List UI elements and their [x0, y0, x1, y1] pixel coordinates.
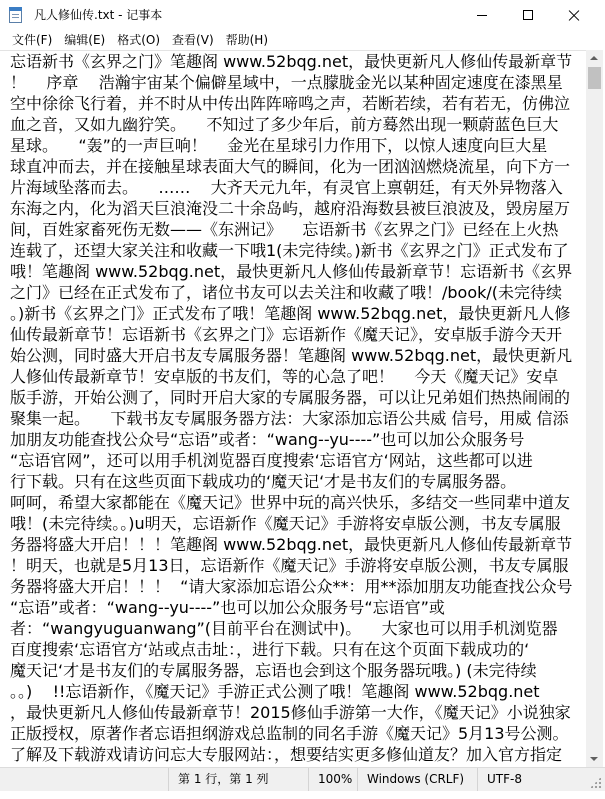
text-line: 星球。 “轰”的一声巨响！ 金光在星球引力作用下，以惊人速度向巨大星: [10, 136, 548, 155]
text-line: 连载了，还望大家关注和收藏一下哦1(未完待续。)新书《玄界之门》正式发布了: [10, 241, 569, 260]
menu-view[interactable]: 查看(V): [172, 33, 214, 47]
close-icon: [568, 9, 580, 21]
zoom-level: 100%: [308, 768, 357, 791]
menu-bar: [0, 30, 605, 50]
text-line: “忘语”或者：“wang--yu----”也可以加公众服务号“忘语官”或: [10, 598, 445, 617]
maximize-button[interactable]: [505, 0, 551, 30]
text-line: 正版授权，原著作者忘语担纲游戏总监制的同名手游《魔天记》5月13号公测。: [10, 724, 569, 743]
text-line: ！ 序章 浩瀚宇宙某个偏僻星域中，一点朦胧金光以某种固定速度在漆黑星: [10, 73, 563, 92]
menu-help[interactable]: 帮助(H): [225, 33, 269, 47]
minimize-icon: [477, 15, 487, 16]
text-line: 百度搜索‘忘语官方‘站或点击址：，进行下载。只有在这个页面下载成功的‘: [10, 640, 530, 659]
text-line: ！明天，也就是5月13日，忘语新作《魔天记》手游将安卓版公测，书友专属服: [10, 556, 569, 575]
text-line: 始公测，同时盛大开启书友专属服务器！笔趣阁 www.52bqg.net，最快更新凡: [10, 346, 573, 365]
text-line: 间，百姓家畜死伤无数——《东洲记》 忘语新书《玄界之门》已经在上火热: [10, 220, 559, 239]
text-line: 务器将盛大开启！！！笔趣阁 www.52bqg.net，最快更新凡人修仙传最新章节: [10, 535, 573, 554]
window-bottom-border: [0, 791, 605, 799]
text-line: 魔天记‘才是书友们的专属服务器，忘语也会到这个服务器玩哦。) (未完待续: [10, 661, 537, 680]
window-title: 凡人修仙传.txt - 记事本: [34, 8, 163, 22]
notepad-icon[interactable]: [9, 7, 22, 23]
menu-format[interactable]: 格式(O): [117, 33, 161, 47]
text-line: 务器将盛大开启！！！ “请大家添加忘语公众**：用**添加朋友功能查找公众号: [10, 577, 573, 596]
cursor-position: 第 1 行，第 1 列: [168, 768, 308, 791]
text-editor-area[interactable]: [0, 50, 586, 767]
text-line: 血之音，又如九幽狞笑。 不知过了多少年后，前方蓦然出现一颗蔚蓝色巨大: [10, 115, 559, 134]
text-line: 东海之内，化为滔天巨浪淹没二十余岛屿，越府沿海数县被巨浪波及，毁房屋万: [10, 199, 571, 218]
text-line: 忘语新书《玄界之门》笔趣阁 www.52bqg.net，最快更新凡人修仙传最新章节: [10, 52, 573, 71]
text-line: 哦！笔趣阁 www.52bqg.net，最快更新凡人修仙传最新章节！忘语新书《玄界: [10, 262, 573, 281]
text-line: “忘语官网”，还可以用手机浏览器百度搜索‘忘语官方‘网站，这些都可以进: [10, 451, 533, 470]
text-line: 加朋友功能查找公众号“忘语”或者：“wang--yu----”也可以加公众服务号: [10, 430, 525, 449]
scrollbar-thumb[interactable]: [588, 67, 601, 89]
text-line: 片海域坠落而去。 …… 大齐天元九年，有灵官上禀朝廷，有天外异物落入: [10, 178, 563, 197]
close-button[interactable]: [551, 0, 597, 30]
text-line: 仙传最新章节！忘语新书《玄界之门》忘语新作《魔天记》，安卓版手游今天开: [10, 325, 563, 344]
text-line: 。)新书《玄界之门》正式发布了哦！笔趣阁 www.52bqg.net，最快更新凡人修: [10, 304, 571, 323]
text-line: 版手游，开始公测了，同时开启大家的专属服务器，可以让兄弟姐们热热闹闹的: [10, 388, 571, 407]
maximize-icon: [523, 10, 533, 20]
text-line: 行下载。只有在这些页面下载成功的‘魔天记‘才是书友们的专属服务器。: [10, 472, 517, 491]
text-line: 空中徐徐飞行着，并不时从中传出阵阵啼鸣之声，若断若续，若有若无，仿佛泣: [10, 94, 571, 113]
status-bar: [0, 767, 605, 791]
title-bar[interactable]: [0, 0, 605, 30]
minimize-button[interactable]: [459, 0, 505, 30]
menu-edit[interactable]: 编辑(E): [64, 33, 106, 47]
scroll-up-arrow-icon[interactable]: [586, 50, 603, 67]
menu-file[interactable]: 文件(F): [12, 33, 53, 47]
text-line: 呵呵，希望大家都能在《魔天记》世界中玩的高兴快乐，多结交一些同辈中道友: [10, 493, 571, 512]
text-line: 之门》已经在正式发布了，诸位书友可以去关注和收藏了哦！/book/(未完待续: [10, 283, 563, 302]
window-controls: [459, 0, 597, 30]
text-line: 人修仙传最新章节！安卓版的书友们，等的心急了吧！ 今天《魔天记》安卓: [10, 367, 559, 386]
text-line: 聚集一起。 下载书友专属服务器方法：大家添加忘语公共威 信号，用威 信添: [10, 409, 569, 428]
resize-grip-icon[interactable]: [590, 777, 601, 788]
text-line: 。。) !!忘语新作，《魔天记》手游正式公测了哦！笔趣阁 www.52bqg.net: [10, 682, 540, 701]
line-ending: Windows (CRLF): [357, 768, 477, 791]
text-line: ，最快更新凡人修仙传最新章节！2015修仙手游第一大作，《魔天记》小说独家: [10, 703, 571, 722]
text-line: 球直冲而去，并在接触星球表面大气的瞬间，化为一团汹汹燃烧流星，向下方一: [10, 157, 571, 176]
scroll-down-arrow-icon[interactable]: [586, 750, 603, 767]
text-line: 哦！(未完待续。。)u明天，忘语新作《魔天记》手游将安卓版公测，书友专属服: [10, 514, 561, 533]
vertical-scrollbar[interactable]: [586, 50, 603, 767]
text-line: 者：“wangyuguanwang”(目前平台在测试中)。 大家也可以用手机浏览器: [10, 619, 558, 638]
text-line: 了解及下载游戏请访问忘大专服网站：，想要结实更多修仙道友？加入官方指定: [10, 745, 563, 764]
encoding: UTF-8: [477, 768, 587, 791]
